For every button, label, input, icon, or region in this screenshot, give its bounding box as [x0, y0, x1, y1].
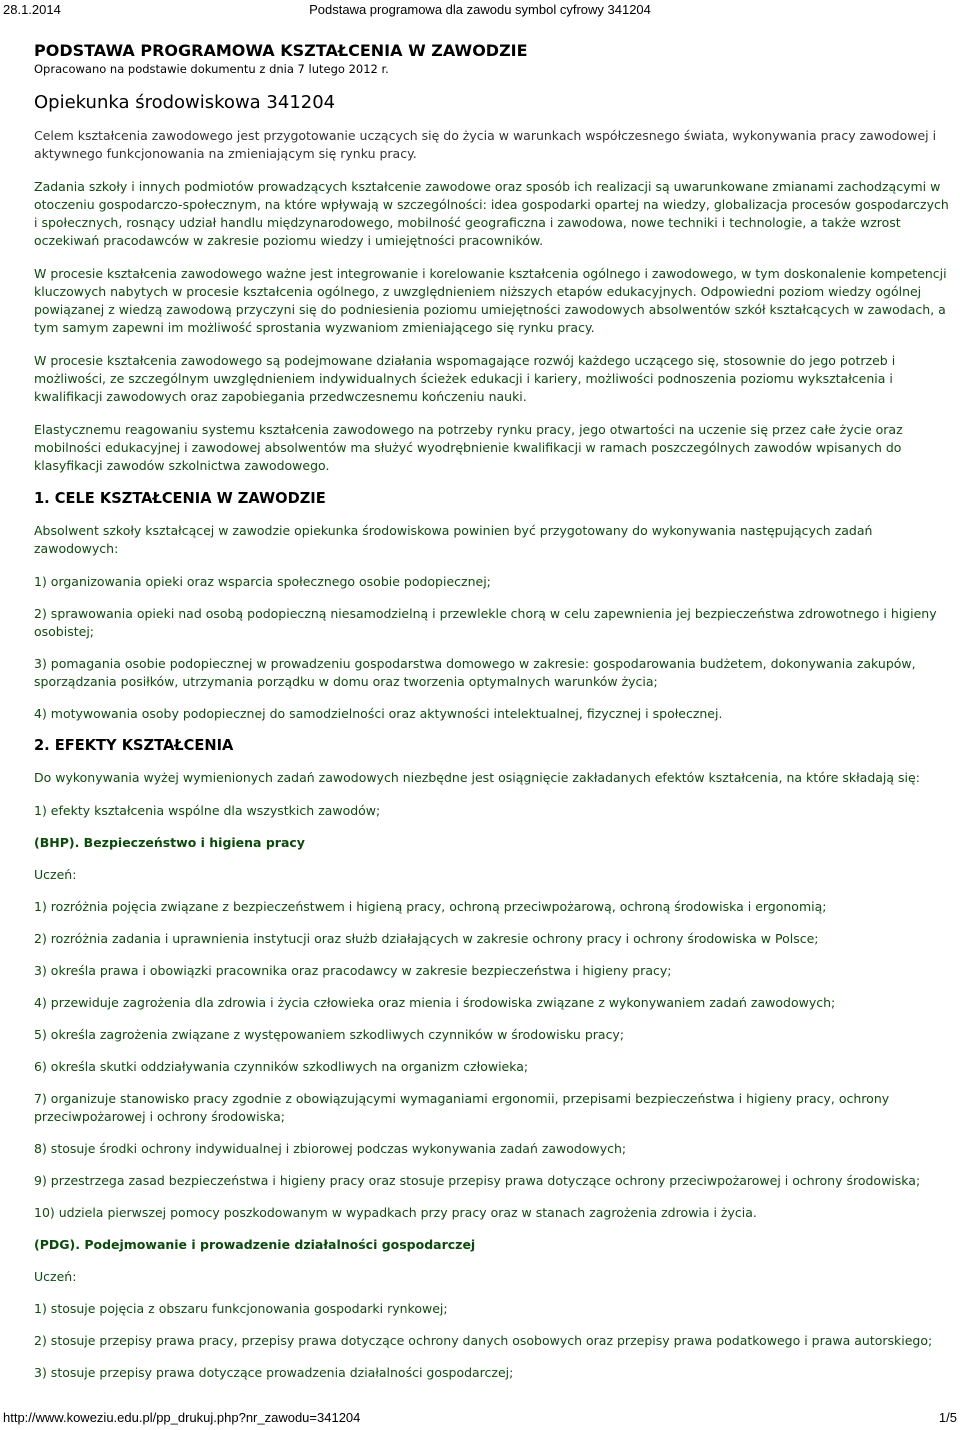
section-intro: Do wykonywania wyżej wymienionych zadań zawodowych niezbędne jest osiągnięcie zakładanych efektów kształcenia, na które składają się: — [34, 770, 920, 785]
list-item: 2) stosuje przepisy prawa pracy, przepisy prawa dotyczące ochrony danych osobowych oraz przepisy prawa podatkowego i prawa autorskiego; — [34, 1333, 933, 1348]
student-label: Uczeń: — [34, 1269, 77, 1284]
list-item: 1) efekty kształcenia wspólne dla wszystkich zawodów; — [34, 803, 381, 818]
list-item: 1) organizowania opieki oraz wsparcia społecznego osobie podopiecznej; — [34, 574, 491, 589]
list-item: 1) stosuje pojęcia z obszaru funkcjonowania gospodarki rynkowej; — [34, 1301, 448, 1316]
print-header — [3, 2, 957, 20]
list-item: 5) określa zagrożenia związane z występowaniem szkodliwych czynników w środowisku pracy; — [34, 1027, 625, 1042]
list-item: 10) udziela pierwszej pomocy poszkodowanym w wypadkach przy pracy oraz w stanach zagrożenia zdrowia i życia. — [34, 1205, 757, 1220]
section-intro: Absolwent szkoły kształcącej w zawodzie opiekunka środowiskowa powinien być przygotowany do wykonywania następujących zadań zawodowych: — [34, 523, 873, 556]
document-body — [34, 41, 956, 1396]
list-item: 3) określa prawa i obowiązki pracownika oraz pracodawcy w zakresie bezpieczeństwa i higieny pracy; — [34, 963, 672, 978]
list-item: 9) przestrzega zasad bezpieczeństwa i higieny pracy oraz stosuje przepisy prawa dotyczące ochrony przeciwpożarowej i ochrony środowiska; — [34, 1173, 921, 1188]
list-item: 8) stosuje środki ochrony indywidualnej i zbiorowej podczas wykonywania zadań zawodowych; — [34, 1141, 627, 1156]
subsection-heading-pdg: (PDG). Podejmowanie i prowadzenie działalności gospodarczej — [34, 1237, 476, 1252]
print-page-title: Podstawa programowa dla zawodu symbol cyfrowy 341204 — [309, 2, 651, 17]
list-item: 1) rozróżnia pojęcia związane z bezpieczeństwem i higieną pracy, ochroną przeciwpożarową, ochroną środowiska i ergonomią; — [34, 899, 827, 914]
section-heading-goals: 1. CELE KSZTAŁCENIA W ZAWODZIE — [34, 490, 326, 507]
print-url: http://www.koweziu.edu.pl/pp_drukuj.php?nr_zawodu=341204 — [3, 1410, 361, 1425]
list-item: 3) stosuje przepisy prawa dotyczące prowadzenia działalności gospodarczej; — [34, 1365, 514, 1380]
list-item: 2) sprawowania opieki nad osobą podopieczną niesamodzielną i przewlekle chorą w celu zapewnienia jej bezpieczeństwa zdrowotnego i higieny osobistej; — [34, 606, 937, 639]
print-footer — [3, 1410, 957, 1428]
document-title: PODSTAWA PROGRAMOWA KSZTAŁCENIA W ZAWODZIE — [34, 41, 528, 60]
list-item: 6) określa skutki oddziaływania czynników szkodliwych na organizm człowieka; — [34, 1059, 529, 1074]
intro-paragraph: Zadania szkoły i innych podmiotów prowadzących kształcenie zawodowe oraz sposób ich realizacji są uwarunkowane zmianami zachodzącymi w otoczeniu gospodarczo-społecznym, na które wpływają w szczególności: idea gospodarki opartej na wiedzy, globalizacja procesów gospodarczych i społecznych, rosnący udział handlu międzynarodowego, mobilność geograficzna i zawodowa, nowe techniki i technologie, a także wzrost oczekiwań pracodawców w zakresie poziomu wiedzy i umiejętności pracowników. — [34, 179, 949, 248]
print-date: 28.1.2014 — [3, 2, 61, 17]
subsection-heading-bhp: (BHP). Bezpieczeństwo i higiena pracy — [34, 835, 305, 850]
list-item: 4) motywowania osoby podopiecznej do samodzielności oraz aktywności intelektualnej, fizycznej i społecznej. — [34, 706, 723, 721]
list-item: 4) przewiduje zagrożenia dla zdrowia i życia człowieka oraz mienia i środowiska związane z wykonywaniem zadań zawodowych; — [34, 995, 836, 1010]
intro-paragraph: W procesie kształcenia zawodowego ważne jest integrowanie i korelowanie kształcenia ogólnego i zawodowego, w tym doskonalenie kompetencji kluczowych nabytych w procesie kształcenia ogólnego, z uwzględnieniem niższych etapów edukacyjnych. Odpowiedni poziom wiedzy ogólnej powiązanej z wiedzą zawodową przyczyni się do podniesienia poziomu umiejętności zawodowych absolwentów szkół kształcących w zawodach, a tym samym zapewni im możliwość sprostania wyzwaniom zmieniającego się rynku pracy. — [34, 266, 947, 335]
list-item: 3) pomagania osobie podopiecznej w prowadzeniu gospodarstwa domowego w zakresie: gospodarowania budżetem, dokonywania zakupów, sporządzania posiłków, utrzymania porządku w domu oraz tworzenia optymalnych warunków życia; — [34, 656, 916, 689]
intro-paragraph: Celem kształcenia zawodowego jest przygotowanie uczących się do życia w warunkach współczesnego świata, wykonywania pracy zawodowej i aktywnego funkcjonowania na zmieniającym się rynku pracy. — [34, 128, 937, 161]
profession-title: Opiekunka środowiskowa 341204 — [34, 92, 336, 113]
list-item: 2) rozróżnia zadania i uprawnienia instytucji oraz służb działających w zakresie ochrony pracy i ochrony środowiska w Polsce; — [34, 931, 819, 946]
intro-paragraph: W procesie kształcenia zawodowego są podejmowane działania wspomagające rozwój każdego uczącego się, stosownie do jego potrzeb i możliwości, ze szczególnym uwzględnieniem indywidualnych ścieżek edukacji i kariery, możliwości podnoszenia poziomu wykształcenia i kwalifikacji zawodowych oraz zapobiegania przedwczesnemu kończeniu nauki. — [34, 353, 896, 404]
intro-paragraph: Elastycznemu reagowaniu systemu kształcenia zawodowego na potrzeby rynku pracy, jego otwartości na uczenie się przez całe życie oraz mobilności edukacyjnej i zawodowej absolwentów ma służyć wyodrębnienie kwalifikacji w ramach poszczególnych zawodów wpisanych do klasyfikacji zawodów szkolnictwa zawodowego. — [34, 422, 903, 473]
page-number: 1/5 — [938, 1410, 957, 1425]
document-subtitle: Opracowano na podstawie dokumentu z dnia 7 lutego 2012 r. — [34, 62, 389, 76]
student-label: Uczeń: — [34, 867, 77, 882]
section-heading-effects: 2. EFEKTY KSZTAŁCENIA — [34, 737, 234, 754]
list-item: 7) organizuje stanowisko pracy zgodnie z obowiązującymi wymaganiami ergonomii, przepisami bezpieczeństwa i higieny pracy, ochrony przeciwpożarowej i ochrony środowiska; — [34, 1091, 890, 1124]
